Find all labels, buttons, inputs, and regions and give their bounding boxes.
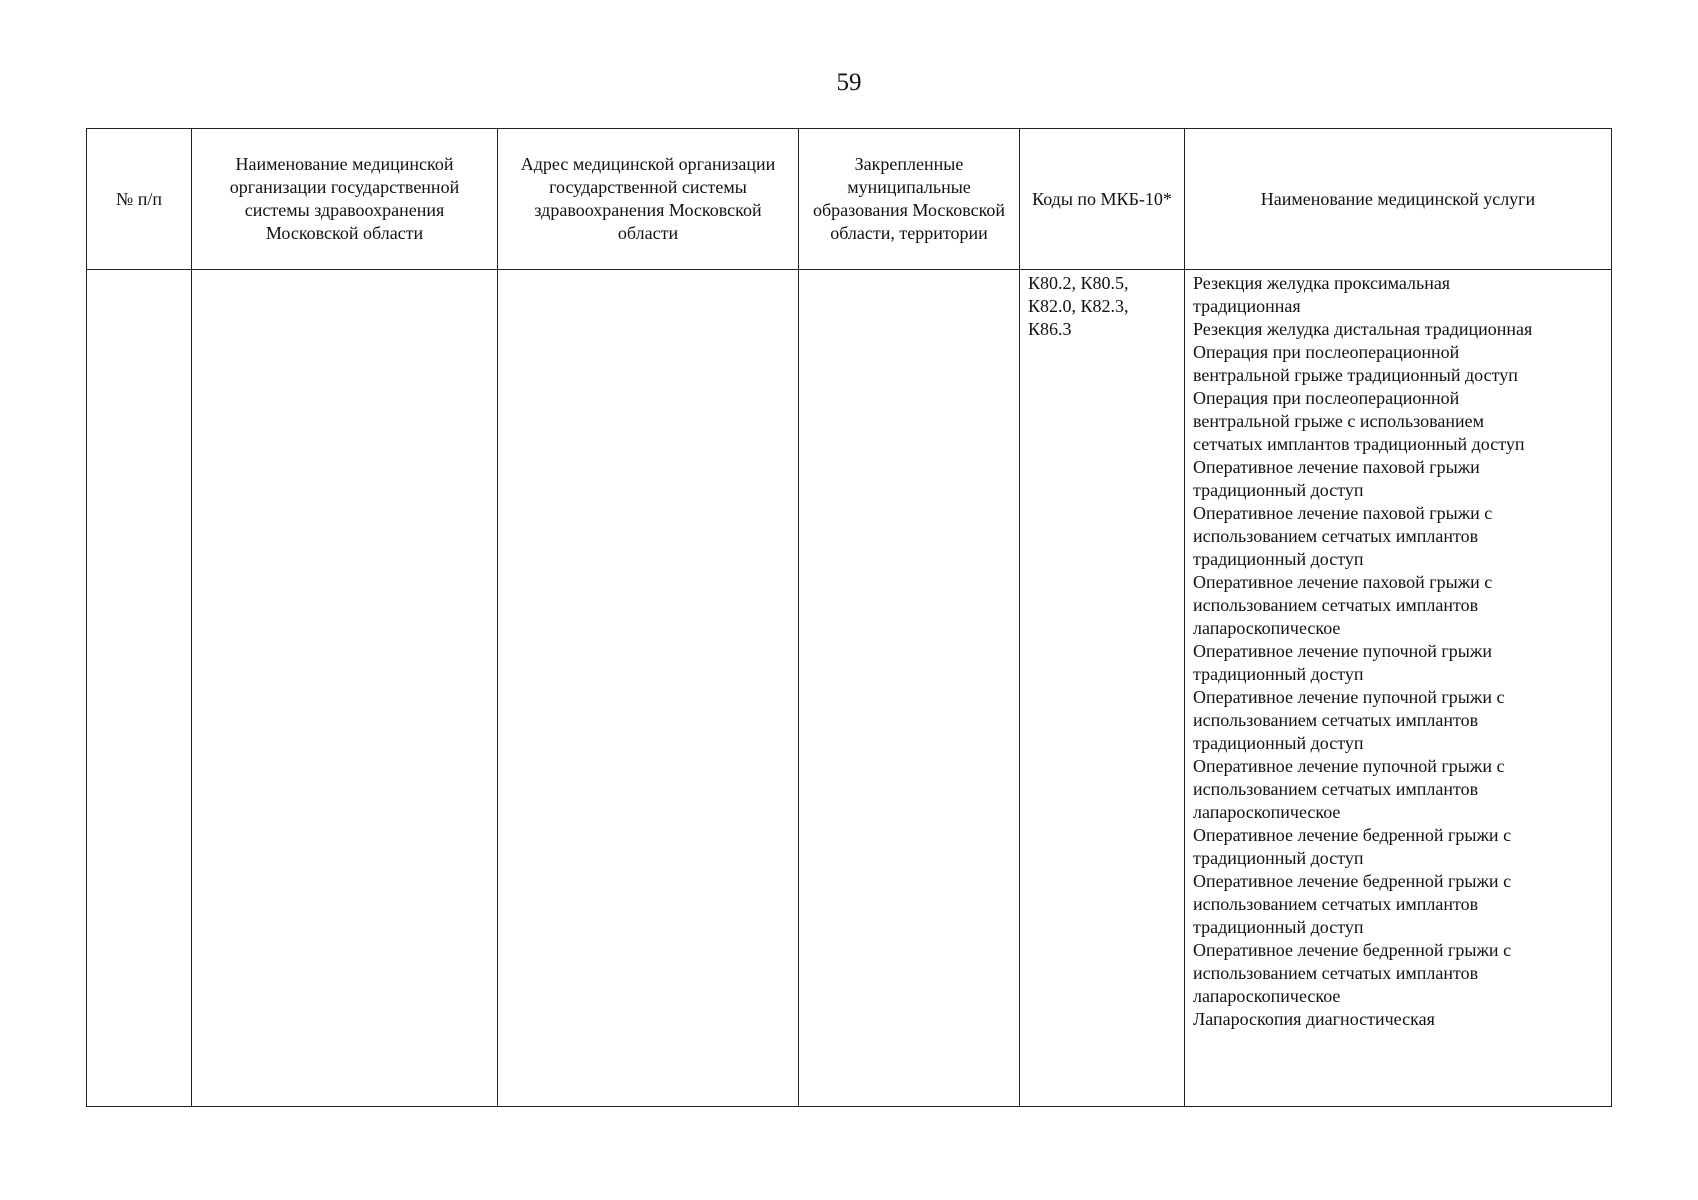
header-number: № п/п <box>87 129 192 270</box>
service-item: Оперативное лечение пупочной грыжи с использованием сетчатых имплантов лапароскопическое <box>1193 756 1505 822</box>
service-item: Резекция желудка дистальная традиционная <box>1193 319 1533 339</box>
table-header-row <box>87 129 1612 270</box>
service-item: Оперативное лечение паховой грыжи традиционный доступ <box>1193 457 1480 500</box>
service-item: Оперативное лечение бедренной грыжи с использованием сетчатых имплантов традиционный доступ <box>1193 871 1512 937</box>
icd-code-line: К82.0, К82.3, <box>1028 296 1129 316</box>
service-item: Оперативное лечение бедренной грыжи с использованием сетчатых имплантов лапароскопическое <box>1193 940 1512 1006</box>
service-item: Оперативное лечение пупочной грыжи с использованием сетчатых имплантов традиционный доступ <box>1193 687 1505 753</box>
header-codes: Коды по МКБ-10* <box>1020 129 1185 270</box>
service-item: Оперативное лечение пупочной грыжи традиционный доступ <box>1193 641 1492 684</box>
service-item: Операция при послеоперационной вентральной грыже с использованием сетчатых имплантов традиционный доступ <box>1193 388 1525 454</box>
cell-territories <box>799 270 1020 1107</box>
service-item: Операция при послеоперационной вентральной грыже традиционный доступ <box>1193 342 1518 385</box>
cell-number <box>87 270 192 1107</box>
cell-address <box>498 270 799 1107</box>
page-number: 59 <box>836 69 862 96</box>
service-item: Оперативное лечение бедренной грыжи с традиционный доступ <box>1193 825 1512 868</box>
cell-codes <box>1020 270 1185 1107</box>
header-address: Адрес медицинской организации государственной системы здравоохранения Московской области <box>498 129 799 270</box>
header-service: Наименование медицинской услуги <box>1185 129 1612 270</box>
header-organization: Наименование медицинской организации государственной системы здравоохранения Московской области <box>192 129 498 270</box>
header-territories: Закрепленные муниципальные образования Московской области, территории <box>799 129 1020 270</box>
icd-code-line: К86.3 <box>1028 319 1072 339</box>
service-item: Оперативное лечение паховой грыжи с использованием сетчатых имплантов лапароскопическое <box>1193 572 1493 638</box>
service-item: Резекция желудка проксимальная традиционная <box>1193 273 1451 316</box>
icd-code-line: К80.2, К80.5, <box>1028 273 1129 293</box>
cell-organization <box>192 270 498 1107</box>
service-item: Оперативное лечение паховой грыжи с использованием сетчатых имплантов традиционный доступ <box>1193 503 1493 569</box>
service-item: Лапароскопия диагностическая <box>1193 1009 1435 1029</box>
table-row <box>87 270 1612 1107</box>
services-table <box>86 128 1612 1107</box>
cell-services <box>1185 270 1612 1107</box>
